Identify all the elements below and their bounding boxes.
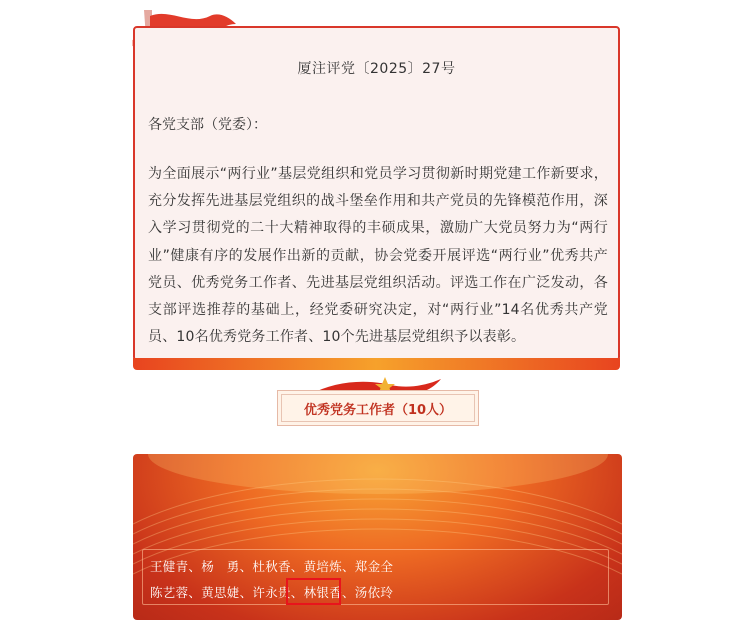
- card-bottom-border: [133, 358, 620, 370]
- document-number: 厦注评党〔2025〕27号: [297, 61, 456, 77]
- salutation: 各党支部（党委）：: [148, 117, 267, 133]
- honoree-names-row-1: 王健青、杨 勇、杜秋香、黄培炼、郑金全: [150, 559, 394, 574]
- section-title-box: [277, 390, 479, 426]
- section-title: 优秀党务工作者（10人）: [281, 394, 475, 422]
- honoree-names-row-2: 陈艺蓉、黄思婕、许永贵、林银香、汤依玲: [150, 585, 394, 600]
- notice-paragraph: 为全面展示“两行业”基层党组织和党员学习贯彻新时期党建工作新要求，充分发挥先进基层党组织的战斗堡垒作用和共产党员的先锋模范作用，深入学习贯彻党的二十大精神取得的丰硕成果，激励广大党员努力为“两行业”健康有序的发展作出新的贡献，协会党委开展评选“两行业”优秀共产党员、优秀党务工作者、先进基层党组织活动。评选工作在广泛发动，各支部评选推荐的基础上，经党委研究决定，对“两行业”14名优秀共产党员、10名优秀党务工作者、10个先进基层党组织予以表彰。: [148, 166, 608, 346]
- highlight-box: [286, 578, 341, 605]
